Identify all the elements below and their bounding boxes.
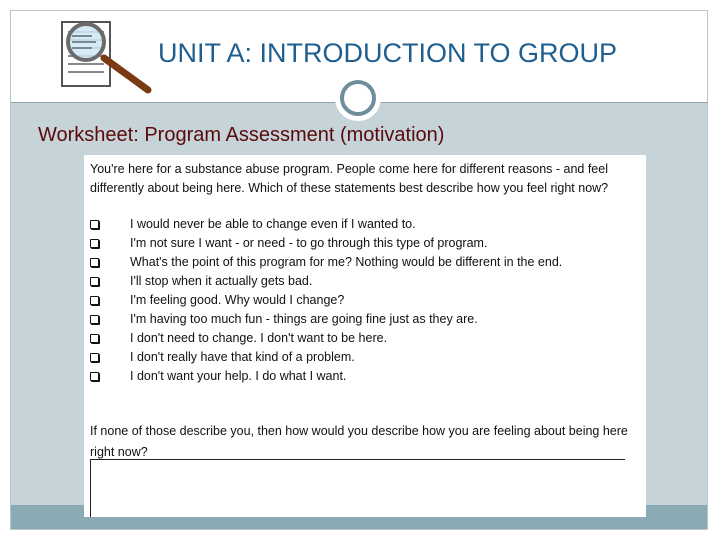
checkbox[interactable] [90, 239, 99, 248]
magnifier-document-icon [58, 18, 158, 96]
option-label: I would never be able to change even if I wanted to. [130, 217, 416, 231]
divider-ring-icon [340, 80, 376, 116]
free-response-prompt: If none of those describe you, then how would you describe how you are feeling about being here right now? [90, 424, 628, 459]
checkbox[interactable] [90, 258, 99, 267]
option-label: I'm not sure I want - or need - to go through this type of program. [130, 236, 488, 250]
slide-title: UNIT A: INTRODUCTION TO GROUP [158, 38, 618, 68]
checkbox[interactable] [90, 334, 99, 343]
worksheet-paper [84, 155, 646, 517]
option-label: I don't really have that kind of a problem. [130, 350, 355, 364]
option-label: I'm having too much fun - things are going fine just as they are. [130, 312, 478, 326]
option-label: What's the point of this program for me? Nothing would be different in the end. [130, 255, 563, 269]
checkbox[interactable] [90, 277, 99, 286]
option-label: I don't need to change. I don't want to be here. [130, 331, 388, 345]
free-response-box[interactable] [90, 459, 625, 517]
checkbox[interactable] [90, 353, 99, 362]
checkbox[interactable] [90, 220, 99, 229]
option-label: I'm feeling good. Why would I change? [130, 293, 345, 307]
checkbox[interactable] [90, 372, 99, 381]
option-label: I'll stop when it actually gets bad. [130, 274, 313, 288]
checkbox[interactable] [90, 296, 99, 305]
option-label: I don't want your help. I do what I want. [130, 369, 347, 383]
worksheet-subtitle: Worksheet: Program Assessment (motivation) [38, 124, 445, 146]
worksheet-intro: You're here for a substance abuse program. People come here for different reasons - and feel differently about being here. Which of these statements best describe how you feel right now? [90, 162, 609, 195]
checkbox[interactable] [90, 315, 99, 324]
